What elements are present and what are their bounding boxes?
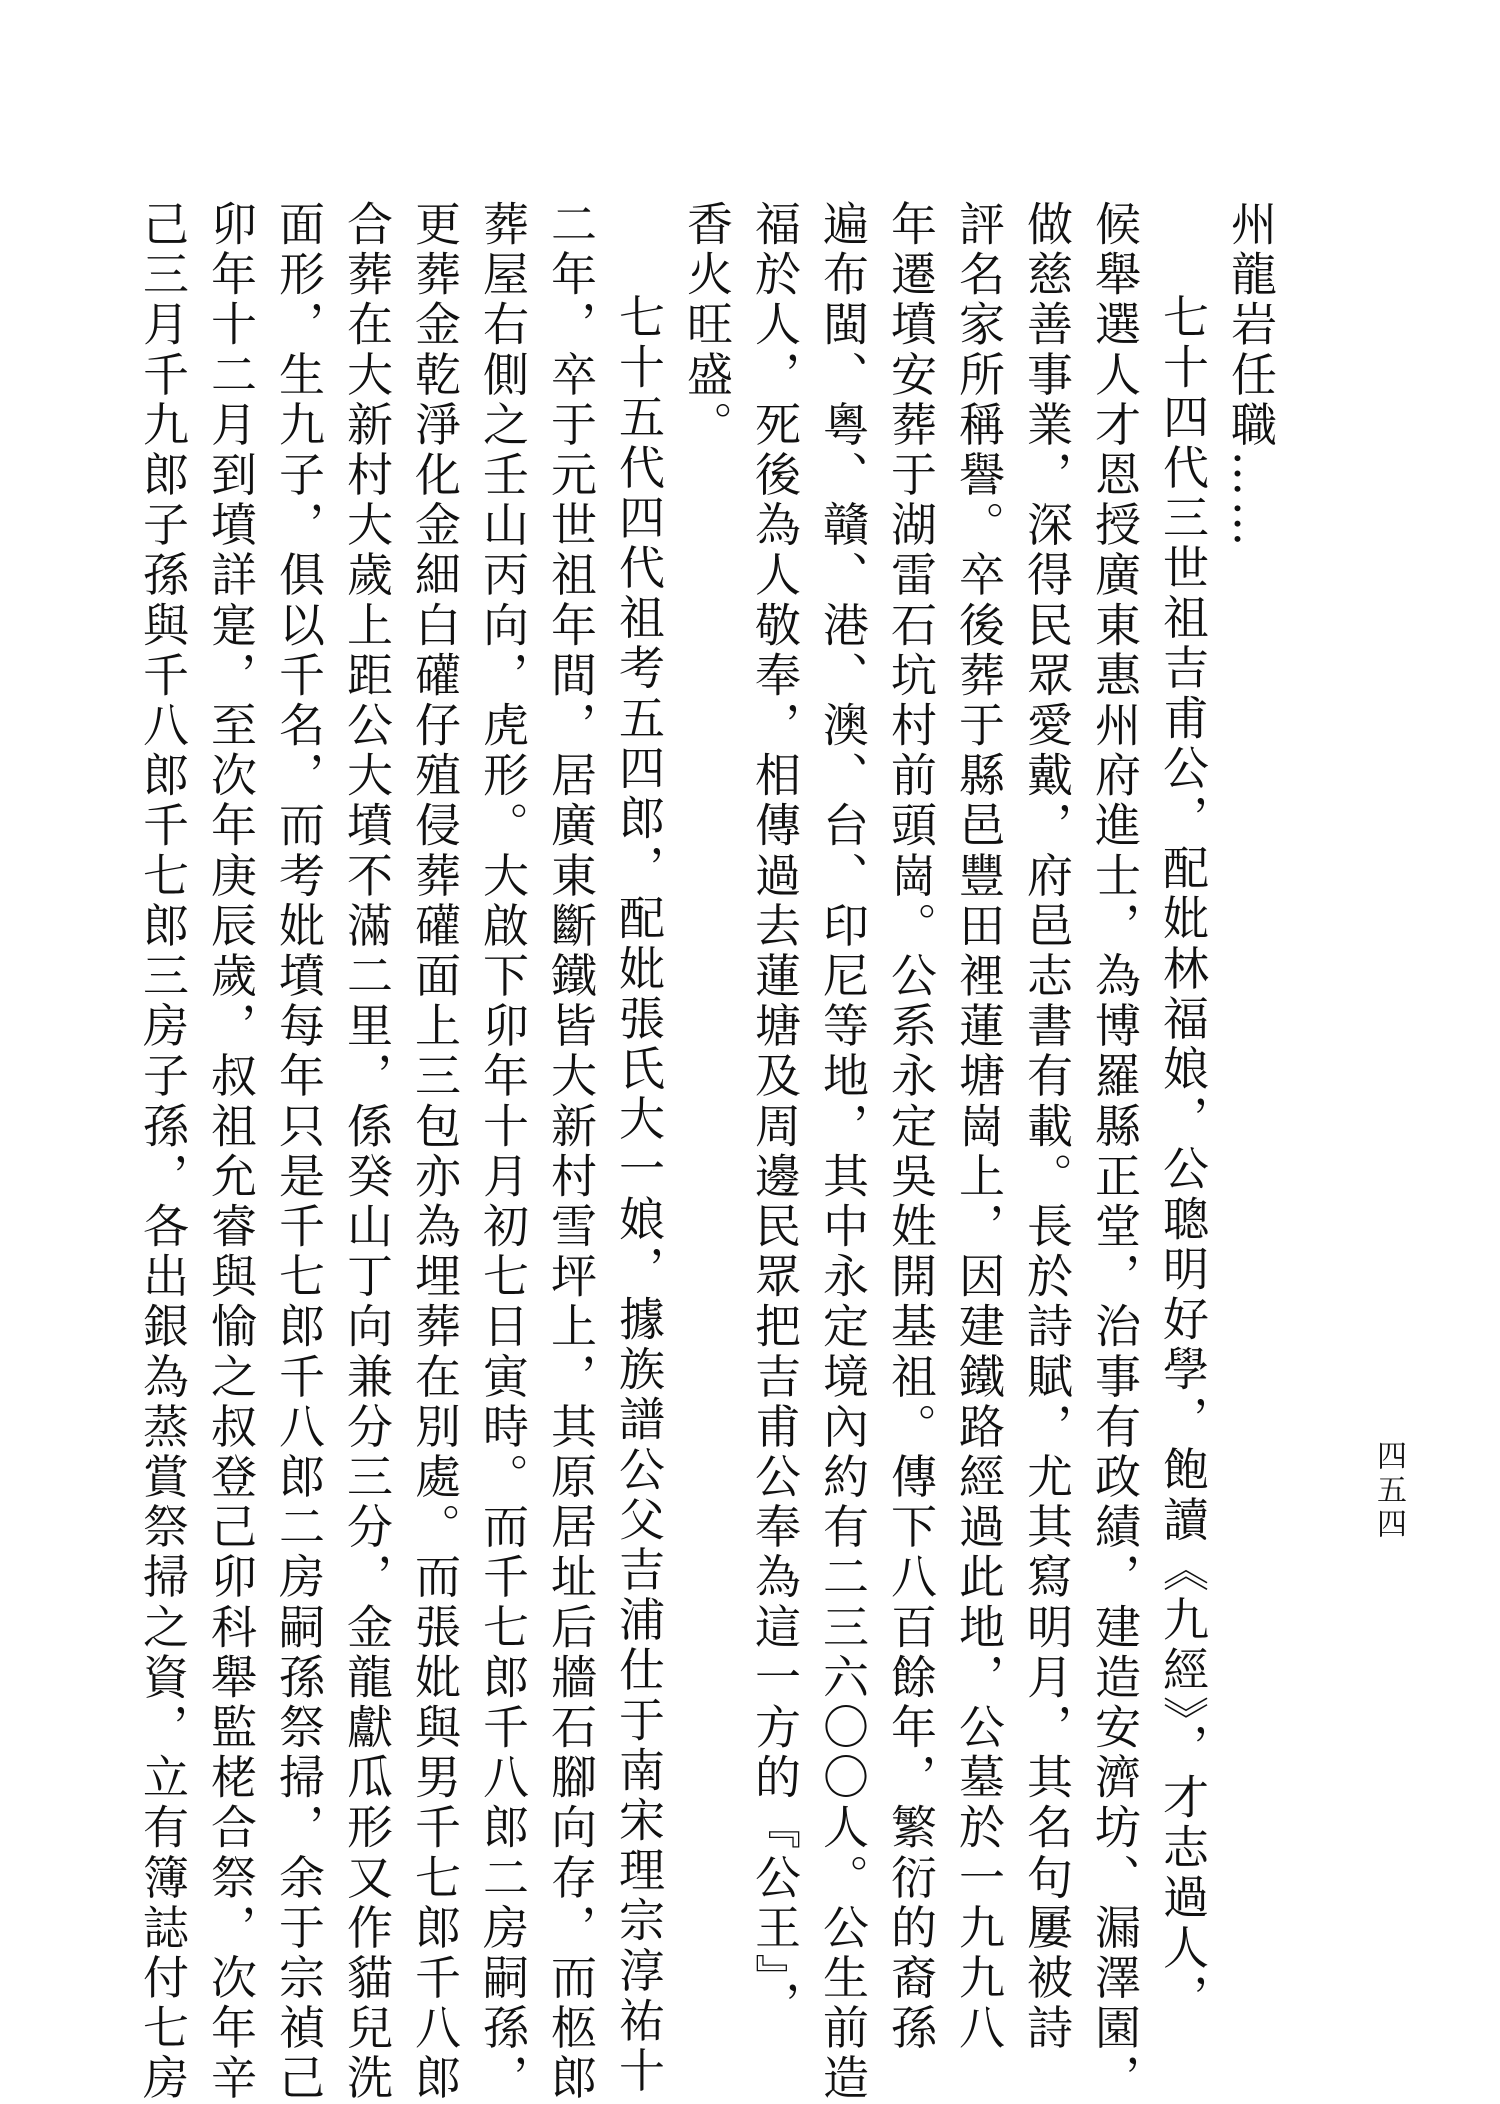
text-column-8: 福於人，死後為人敬奉，相傳過去蓮塘及周邊民眾把吉甫公奉為這一方的『公王』，: [748, 200, 802, 2031]
page-number: 四五四: [1371, 1440, 1406, 1542]
paragraph-start-jifu: 七十四代三世祖吉甫公，配妣林福娘，公聰明好學，飽讀《九經》，才志過人，: [1156, 293, 1210, 2024]
text-column-15: 面形，生九子，俱以千名，而考妣墳每年只是千七郎千八郎二房嗣孫祭掃，余于宗禎己: [272, 200, 326, 2104]
text-column-14: 合葬在大新村大歲上距公大墳不滿二里，係癸山丁向兼分三分，金龍獻瓜形又作貓兒洗: [340, 200, 394, 2104]
text-column-1: 州龍岩任職……: [1224, 200, 1278, 551]
text-column-9: 香火旺盛。: [680, 200, 734, 451]
text-column-13: 更葬金乾淨化金細白礶仔殖侵葬礶面上三包亦為埋葬在別處。而張妣與男千七郎千八郎: [408, 200, 462, 2104]
text-column-17: 己三月千九郎子孫與千八郎千七郎三房子孫，各出銀為蒸賞祭掃之資，立有簿誌付七房: [136, 200, 190, 2104]
text-column-4: 做慈善事業，深得民眾愛戴，府邑志書有載。長於詩賦，尤其寫明月，其名句屢被詩: [1020, 200, 1074, 2054]
text-column-12: 葬屋右側之壬山丙向，虎形。大啟下卯年十月初七日寅時。而千七郎千八郎二房嗣孫，: [476, 200, 530, 2104]
paragraph-start-wusilang: 七十五代四代祖考五四郎，配妣張氏大一娘，據族譜公父吉浦仕于南宋理宗淳祐十: [612, 293, 666, 2097]
text-column-11: 二年，卒于元世祖年間，居廣東斷鐵皆大新村雪坪上，其原居址后牆石腳向存，而柩郎: [544, 200, 598, 2104]
text-column-5: 評名家所稱譽。卒後葬于縣邑豐田裡蓮塘崗上，因建鐵路經過此地，公墓於一九九八: [952, 200, 1006, 2054]
text-column-7: 遍布閩、粵、贛、港、澳、台、印尼等地，其中永定境內約有二三六〇〇人。公生前造: [816, 200, 870, 2104]
text-column-3: 候舉選人才恩授廣東惠州府進士，為博羅縣正堂，治事有政績，建造安濟坊、漏澤園，: [1088, 200, 1142, 2104]
text-column-6: 年遷墳安葬于湖雷石坑村前頭崗。公系永定吳姓開基祖。傳下八百餘年，繁衍的裔孫: [884, 200, 938, 2054]
text-column-16: 卯年十二月到墳詳寔，至次年庚辰歲，叔祖允睿與愉之叔登己卯科舉監栳合祭，次年辛: [204, 200, 258, 2104]
